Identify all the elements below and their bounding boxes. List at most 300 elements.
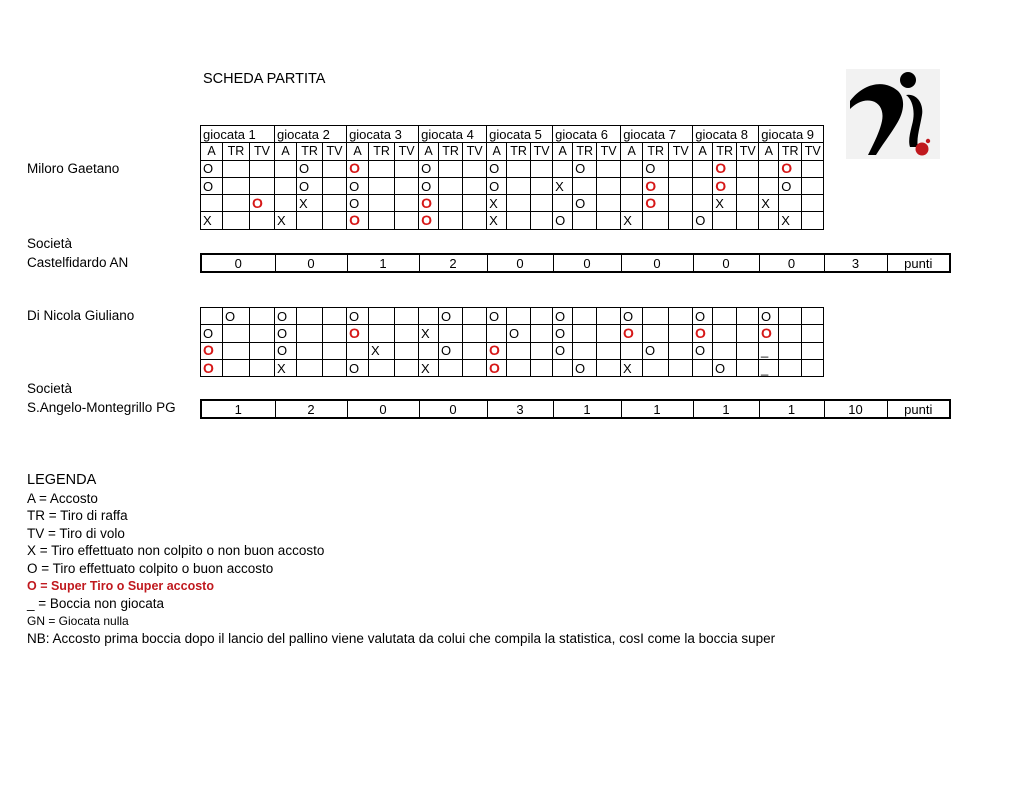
score-cell [779, 160, 802, 177]
score-cell [439, 212, 463, 229]
shot-type-header: TR [573, 143, 597, 160]
super-mark: O [421, 212, 432, 229]
score-cell: O [347, 359, 369, 376]
score-cell [297, 359, 323, 376]
shot-type-header: A [553, 143, 573, 160]
score-cell [507, 160, 531, 177]
score-cell [759, 325, 779, 342]
super-mark: O [781, 160, 793, 177]
score-cell [297, 308, 323, 325]
round-total-cell: 0 [487, 254, 553, 272]
round-total-cell: 2 [275, 400, 347, 418]
score-cell [275, 160, 297, 177]
score-cell: O [297, 177, 323, 194]
shot-type-header: A [275, 143, 297, 160]
round-total-cell: 0 [347, 400, 419, 418]
score-cell [621, 195, 643, 212]
legend-unplayed-line: _ = Boccia non giocata [27, 596, 164, 612]
score-cell [323, 359, 347, 376]
super-mark: O [715, 160, 727, 177]
round-total-cell: 1 [553, 400, 621, 418]
score-cell: O [553, 325, 573, 342]
score-cell [250, 212, 275, 229]
score-cell [779, 195, 802, 212]
score-cell [507, 212, 531, 229]
score-cell: X [419, 359, 439, 376]
bocce-player-icon [846, 69, 940, 159]
score-cell: X [621, 359, 643, 376]
round-total-cell: 1 [347, 254, 419, 272]
score-cell [573, 177, 597, 194]
shot-type-header: A [419, 143, 439, 160]
score-cell [713, 325, 737, 342]
score-cell [531, 308, 553, 325]
score-cell [669, 212, 693, 229]
score-cell [597, 308, 621, 325]
score-cell [419, 308, 439, 325]
score-cell [802, 359, 824, 376]
legend-heading: LEGENDA [27, 472, 97, 488]
score-cell [250, 177, 275, 194]
score-cell: X [487, 195, 507, 212]
score-cell [713, 212, 737, 229]
round-total-cell: 3 [487, 400, 553, 418]
score-cell [531, 195, 553, 212]
table-row [201, 195, 824, 212]
score-cell [419, 342, 439, 359]
score-cell [779, 308, 802, 325]
super-mark: O [349, 324, 360, 341]
round-header: giocata 2 [275, 126, 347, 143]
round-header: giocata 3 [347, 126, 419, 143]
score-cell [223, 177, 250, 194]
score-cell [463, 308, 487, 325]
score-cell [621, 325, 643, 342]
score-cell [669, 308, 693, 325]
score-cell: O [573, 160, 597, 177]
round-total-cell: 0 [275, 254, 347, 272]
score-cell [802, 195, 824, 212]
legend-line: X = Tiro effettuato non colpito o non buon accosto [27, 543, 325, 559]
score-cell: O [693, 212, 713, 229]
score-cell: O [275, 308, 297, 325]
score-cell: O [487, 308, 507, 325]
score-cell [713, 342, 737, 359]
table-row [201, 212, 824, 229]
score-cell [669, 359, 693, 376]
score-cell [369, 308, 395, 325]
score-cell [223, 195, 250, 212]
score-cell [553, 359, 573, 376]
score-cell [713, 177, 737, 194]
score-cell [201, 359, 223, 376]
score-cell [275, 195, 297, 212]
score-cell [250, 308, 275, 325]
score-cell [693, 325, 713, 342]
score-cell: O [693, 342, 713, 359]
score-cell [669, 325, 693, 342]
score-cell [553, 195, 573, 212]
score-cell [643, 212, 669, 229]
score-cell [463, 177, 487, 194]
score-cell [531, 342, 553, 359]
shot-type-header: TR [713, 143, 737, 160]
round-total-cell: 0 [201, 254, 275, 272]
score-cell [669, 195, 693, 212]
score-cell: O [419, 160, 439, 177]
score-cell: X [779, 212, 802, 229]
score-cell [323, 212, 347, 229]
score-cell [439, 195, 463, 212]
score-cell [439, 160, 463, 177]
legend [27, 472, 775, 648]
score-cell: O [439, 342, 463, 359]
score-cell [669, 160, 693, 177]
legend-line: O = Tiro effettuato colpito o buon accosto [27, 560, 274, 576]
score-cell [347, 160, 369, 177]
score-cell [419, 195, 439, 212]
score-cell [669, 342, 693, 359]
shot-type-header: TR [643, 143, 669, 160]
score-cell [759, 177, 779, 194]
score-cell [250, 342, 275, 359]
score-cell [802, 325, 824, 342]
round-header: giocata 7 [621, 126, 693, 143]
score-cell [779, 325, 802, 342]
round-header: giocata 1 [201, 126, 275, 143]
score-cell: O [275, 342, 297, 359]
score-cell: X [553, 177, 573, 194]
score-cell: O [573, 359, 597, 376]
score-cell [297, 212, 323, 229]
score-cell [643, 359, 669, 376]
shot-type-header: TV [597, 143, 621, 160]
score-cell [737, 160, 759, 177]
super-mark: O [203, 342, 214, 359]
score-cell: O [297, 160, 323, 177]
score-cell [621, 160, 643, 177]
score-cell [395, 177, 419, 194]
score-cell [759, 160, 779, 177]
score-cell [439, 177, 463, 194]
super-mark: O [349, 212, 360, 229]
score-cell [507, 308, 531, 325]
score-cell [395, 308, 419, 325]
score-cell: O [201, 325, 223, 342]
score-cell: X [713, 195, 737, 212]
score-cell: O [553, 342, 573, 359]
score-cell [395, 359, 419, 376]
super-mark: O [252, 194, 263, 211]
score-cell [779, 359, 802, 376]
shot-type-header: TV [737, 143, 759, 160]
table-row [201, 342, 824, 359]
score-cell [439, 325, 463, 342]
shot-type-header: A [759, 143, 779, 160]
score-cell: O [621, 308, 643, 325]
player-2-name: Di Nicola Giuliano [27, 308, 135, 323]
score-cell [369, 160, 395, 177]
score-cell: X [621, 212, 643, 229]
score-cell [347, 342, 369, 359]
score-cell [395, 342, 419, 359]
round-header: giocata 6 [553, 126, 621, 143]
score-cell [713, 308, 737, 325]
player-1-score-grid [200, 125, 824, 230]
round-total-cell: 0 [759, 254, 824, 272]
round-header: giocata 5 [487, 126, 553, 143]
score-cell: O [573, 195, 597, 212]
score-cell [531, 160, 553, 177]
score-cell [223, 342, 250, 359]
score-cell: O [553, 212, 573, 229]
super-mark: O [489, 359, 500, 376]
shot-type-header: A [347, 143, 369, 160]
score-cell [573, 308, 597, 325]
score-cell: X [201, 212, 223, 229]
shot-type-header: TV [531, 143, 553, 160]
score-cell [347, 325, 369, 342]
score-cell: O [347, 177, 369, 194]
score-cell: O [439, 308, 463, 325]
super-mark: O [761, 324, 772, 341]
score-cell [507, 342, 531, 359]
score-cell [323, 195, 347, 212]
score-cell [693, 177, 713, 194]
score-cell [779, 342, 802, 359]
legend-line: A = Accosto [27, 490, 98, 506]
score-cell [201, 308, 223, 325]
score-cell [597, 160, 621, 177]
score-cell [323, 177, 347, 194]
score-cell [395, 325, 419, 342]
score-cell [250, 325, 275, 342]
super-mark: O [623, 324, 634, 341]
shot-type-header: A [693, 143, 713, 160]
score-cell: X [275, 212, 297, 229]
score-cell [507, 177, 531, 194]
score-cell [621, 177, 643, 194]
score-cell: _ [759, 359, 779, 376]
score-cell [531, 177, 553, 194]
score-cell [223, 212, 250, 229]
score-cell [323, 325, 347, 342]
table-row [201, 177, 824, 194]
score-cell [573, 342, 597, 359]
score-cell [297, 342, 323, 359]
score-cell [643, 308, 669, 325]
score-cell [693, 195, 713, 212]
score-cell [369, 195, 395, 212]
score-cell: O [487, 177, 507, 194]
score-cell [323, 342, 347, 359]
score-cell [487, 359, 507, 376]
score-cell [369, 177, 395, 194]
score-cell: O [553, 308, 573, 325]
score-cell [802, 342, 824, 359]
shot-type-header: TV [669, 143, 693, 160]
score-cell [643, 325, 669, 342]
score-cell [737, 308, 759, 325]
score-cell: O [487, 160, 507, 177]
player-2-society: S.Angelo-Montegrillo PG [27, 400, 176, 415]
score-cell: O [223, 308, 250, 325]
score-cell [531, 325, 553, 342]
round-total-cell: 0 [621, 254, 693, 272]
table-row [201, 325, 824, 342]
score-cell [553, 160, 573, 177]
score-cell [369, 325, 395, 342]
score-cell: _ [759, 342, 779, 359]
score-cell [531, 359, 553, 376]
points-label: punti [887, 400, 950, 418]
shot-type-header: A [621, 143, 643, 160]
player-2-totals-row [200, 399, 951, 419]
score-cell [802, 308, 824, 325]
round-total-cell: 1 [201, 400, 275, 418]
shot-type-header: TV [802, 143, 824, 160]
score-cell [802, 160, 824, 177]
round-total-cell: 0 [693, 254, 759, 272]
player-1-society: Castelfidardo AN [27, 255, 129, 270]
score-cell [693, 160, 713, 177]
score-cell [395, 195, 419, 212]
super-mark: O [715, 177, 727, 194]
super-mark: O [645, 194, 657, 211]
round-total-cell: 1 [621, 400, 693, 418]
score-cell [737, 195, 759, 212]
score-cell [759, 212, 779, 229]
round-total-cell: 1 [693, 400, 759, 418]
score-cell [737, 359, 759, 376]
shot-type-header: TV [463, 143, 487, 160]
super-mark: O [421, 194, 432, 211]
table-row [201, 160, 824, 177]
table-row [201, 359, 824, 376]
score-cell: O [713, 359, 737, 376]
super-mark: O [349, 160, 360, 177]
shot-type-header: A [201, 143, 223, 160]
score-cell: X [419, 325, 439, 342]
score-cell [597, 195, 621, 212]
legend-super-line: O = Super Tiro o Super accosto [27, 578, 214, 593]
score-cell [223, 160, 250, 177]
score-cell [201, 195, 223, 212]
score-cell [223, 359, 250, 376]
legend-line: TV = Tiro di volo [27, 525, 125, 541]
score-cell: O [643, 342, 669, 359]
player-2-society-label: Società [27, 381, 73, 396]
super-mark: O [203, 359, 214, 376]
score-cell [463, 359, 487, 376]
score-cell [737, 212, 759, 229]
shot-type-header: TV [250, 143, 275, 160]
score-cell: O [347, 195, 369, 212]
legend-null-line: GN = Giocata nulla [27, 613, 129, 628]
score-cell [597, 359, 621, 376]
score-cell [737, 325, 759, 342]
round-total-cell: 0 [553, 254, 621, 272]
points-label: punti [887, 254, 950, 272]
round-total-cell: 3 [824, 254, 887, 272]
shot-type-header: TR [369, 143, 395, 160]
score-cell: O [275, 325, 297, 342]
score-cell [507, 359, 531, 376]
score-cell [713, 160, 737, 177]
score-cell: O [643, 160, 669, 177]
super-mark: O [645, 177, 657, 194]
score-cell: O [347, 308, 369, 325]
score-cell: O [507, 325, 531, 342]
score-cell [693, 359, 713, 376]
shot-type-header: TV [395, 143, 419, 160]
score-cell [573, 325, 597, 342]
score-cell [439, 359, 463, 376]
shot-type-header: TR [223, 143, 250, 160]
round-total-cell: 0 [419, 400, 487, 418]
score-cell [297, 325, 323, 342]
score-cell [487, 342, 507, 359]
score-cell: X [275, 359, 297, 376]
score-cell: X [297, 195, 323, 212]
score-cell [597, 342, 621, 359]
score-cell [643, 195, 669, 212]
score-cell [737, 342, 759, 359]
score-cell: O [201, 177, 223, 194]
round-total-cell: 10 [824, 400, 887, 418]
score-cell [621, 342, 643, 359]
player-1-totals-row [200, 253, 951, 273]
score-cell [597, 177, 621, 194]
score-cell [737, 177, 759, 194]
shot-type-header: TR [439, 143, 463, 160]
player-1-society-label: Società [27, 236, 73, 251]
score-cell [597, 212, 621, 229]
score-cell [323, 160, 347, 177]
score-cell [463, 212, 487, 229]
score-cell: O [693, 308, 713, 325]
shot-type-header: TV [323, 143, 347, 160]
score-cell [323, 308, 347, 325]
score-cell: X [759, 195, 779, 212]
score-cell [507, 195, 531, 212]
score-cell [643, 177, 669, 194]
round-header: giocata 8 [693, 126, 759, 143]
score-cell [369, 359, 395, 376]
score-cell [487, 325, 507, 342]
score-cell [463, 195, 487, 212]
super-mark: O [695, 324, 706, 341]
score-cell [669, 177, 693, 194]
round-total-cell: 1 [759, 400, 824, 418]
legend-line: TR = Tiro di raffa [27, 508, 128, 524]
score-cell [201, 342, 223, 359]
score-cell: O [759, 308, 779, 325]
legend-note: NB: Accosto prima boccia dopo il lancio del pallino viene valutata da colui che compila la statistica, cosI come la boccia super [27, 631, 776, 647]
score-cell: O [419, 177, 439, 194]
score-cell [597, 325, 621, 342]
score-cell: O [779, 177, 802, 194]
shot-type-header: TR [779, 143, 802, 160]
score-cell [347, 212, 369, 229]
round-header: giocata 9 [759, 126, 824, 143]
shot-type-header: TR [507, 143, 531, 160]
shot-type-header: TR [297, 143, 323, 160]
player-2-score-grid [200, 307, 824, 377]
score-cell: O [201, 160, 223, 177]
table-row [201, 308, 824, 325]
round-total-cell: 2 [419, 254, 487, 272]
